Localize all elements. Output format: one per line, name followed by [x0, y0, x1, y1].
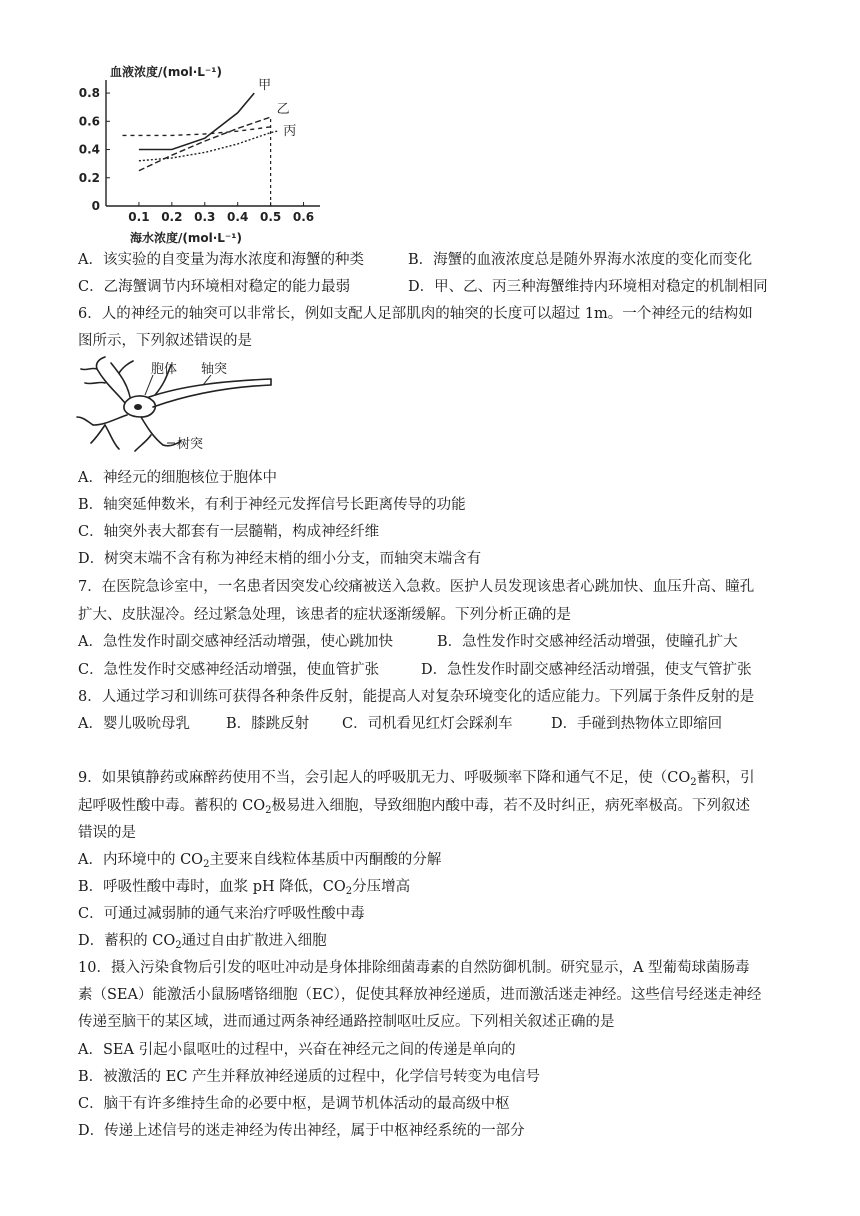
- x-tick-label: 0.6: [292, 210, 315, 224]
- q9-stem-line3: 错误的是: [78, 825, 136, 841]
- q5-option-a: A．该实验的自变量为海水浓度和海蟹的种类: [78, 252, 364, 268]
- x-tick-label: 0.3: [194, 210, 216, 224]
- q5-option-b: B．海蟹的血液浓度总是随外界海水浓度的变化而变化: [408, 252, 753, 268]
- series-line-1: [139, 93, 254, 149]
- q8-stem: 8．人通过学习和训练可获得各种条件反射，能提高人对复杂环境变化的适应能力。下列属于条件反射的是: [78, 689, 755, 705]
- x-tick-label: 0.1: [128, 210, 150, 224]
- q9-option-b: B．呼吸性酸中毒时，血浆 pH 降低，$CO_2$分压增高: [78, 879, 411, 897]
- q10-option-d: D．传递上述信号的迷走神经为传出神经，属于中枢神经系统的一部分: [78, 1123, 525, 1139]
- neuron-diagram: [75, 355, 275, 455]
- series-label-3: 丙: [283, 124, 297, 140]
- x-tick-label: 0.2: [161, 210, 183, 224]
- q6-option-b: B．轴突延伸数米，有利于神经元发挥信号长距离传导的功能: [78, 497, 466, 513]
- q9-stem-line2: 起呼吸性酸中毒。蓄积的 $CO_2$极易进入细胞，导致细胞内酸中毒，若不及时纠正，病死率极高。下列叙述: [78, 798, 750, 816]
- q7-stem-line1: 7．在医院急诊室中，一名患者因突发心绞痛被送入急救。医护人员发现该患者心跳加快、血压升高、瞳孔: [78, 579, 755, 595]
- q6-stem-line1: 6．人的神经元的轴突可以非常长，例如支配人足部肌肉的轴突的长度可以超过 1m。一个神经元的结构如: [78, 306, 753, 322]
- q7-stem-line2: 扩大、皮肤湿冷。经过紧急处理，该患者的症状逐渐缓解。下列分析正确的是: [78, 607, 571, 623]
- neuron-label-soma: 胞体: [151, 362, 178, 377]
- q7-option-c: C．急性发作时交感神经活动增强，使血管扩张: [78, 662, 380, 678]
- series-label-2: 乙: [276, 102, 290, 118]
- series-line-2: [139, 117, 271, 171]
- q5-option-c: C．乙海蟹调节内环境相对稳定的能力最弱: [78, 279, 351, 295]
- q6-stem-line2: 图所示，下列叙述错误的是: [78, 333, 252, 349]
- q6-option-a: A．神经元的细胞核位于胞体中: [78, 470, 277, 486]
- series-line-4: [123, 127, 271, 135]
- q8-option-b: B．膝跳反射: [226, 716, 310, 732]
- q8-option-a: A．婴儿吸吮母乳: [78, 716, 190, 732]
- q10-option-c: C．脑干有许多维持生命的必要中枢，是调节机体活动的最高级中枢: [78, 1096, 510, 1112]
- chart-axes: [106, 80, 320, 206]
- y-tick-label: 0.8: [78, 86, 100, 101]
- q7-option-b: B．急性发作时交感神经活动增强，使瞳孔扩大: [437, 634, 738, 650]
- x-tick-label: 0.4: [227, 210, 249, 224]
- series-label-1: 甲: [258, 78, 272, 94]
- q9-option-a: A．内环境中的 $CO_2$主要来自线粒体基质中丙酮酸的分解: [78, 852, 442, 870]
- q10-stem-line3: 传递至脑干的某区域，进而通过两条神经通路控制呕吐反应。下列相关叙述正确的是: [78, 1014, 615, 1030]
- y-tick-label: 0: [91, 199, 100, 213]
- q5-option-d: D．甲、乙、丙三种海蟹维持内环境相对稳定的机制相同: [408, 279, 768, 295]
- neuron-label-dendrite: 树突: [177, 437, 204, 452]
- q10-option-b: B．被激活的 EC 产生并释放神经递质的过程中，化学信号转变为电信号: [78, 1069, 541, 1085]
- q8-option-d: D．手碰到热物体立即缩回: [551, 716, 723, 732]
- y-tick-label: 0.2: [78, 170, 100, 185]
- q7-option-d: D．急性发作时副交感神经活动增强，使支气管扩张: [421, 662, 752, 678]
- q10-stem-line1: 10．摄入污染食物后引发的呕吐冲动是身体排除细菌毒素的自然防御机制。研究显示，A 型葡萄球菌肠毒: [78, 960, 750, 976]
- q9-option-c: C．可通过减弱肺的通气来治疗呼吸性酸中毒: [78, 906, 365, 922]
- q6-option-d: D．树突末端不含有称为神经末梢的细小分支，而轴突末端含有: [78, 551, 482, 567]
- q9-stem-line1: 9．如果镇静药或麻醉药使用不当，会引起人的呼吸肌无力、呼吸频率下降和通气不足，使（$CO_2$蓄积，引: [78, 770, 755, 788]
- q9-option-d: D．蓄积的 $CO_2$通过自由扩散进入细胞: [78, 933, 327, 951]
- q6-option-c: C．轴突外表大都套有一层髓鞘，构成神经纤维: [78, 524, 380, 540]
- x-axis-label: 海水浓度/(mol·L⁻¹): [130, 231, 243, 245]
- q10-option-a: A．SEA 引起小鼠呕吐的过程中，兴奋在神经元之间的传递是单向的: [78, 1042, 516, 1058]
- q10-stem-line2: 素（SEA）能激活小鼠肠嗜铬细胞（EC），促使其释放神经递质，进而激活迷走神经。这些信号经迷走神经: [78, 987, 762, 1003]
- x-tick-label: 0.5: [259, 210, 282, 224]
- y-axis-label: 血液浓度/(mol·L⁻¹): [110, 65, 223, 79]
- q8-option-c: C．司机看见红灯会踩刹车: [342, 716, 513, 732]
- y-tick-label: 0.4: [78, 142, 100, 157]
- y-tick-label: 0.6: [78, 114, 100, 129]
- q7-option-a: A．急性发作时副交感神经活动增强，使心跳加快: [78, 634, 393, 650]
- blood-concentration-chart: [70, 62, 330, 250]
- neuron-label-axon: 轴突: [201, 362, 228, 377]
